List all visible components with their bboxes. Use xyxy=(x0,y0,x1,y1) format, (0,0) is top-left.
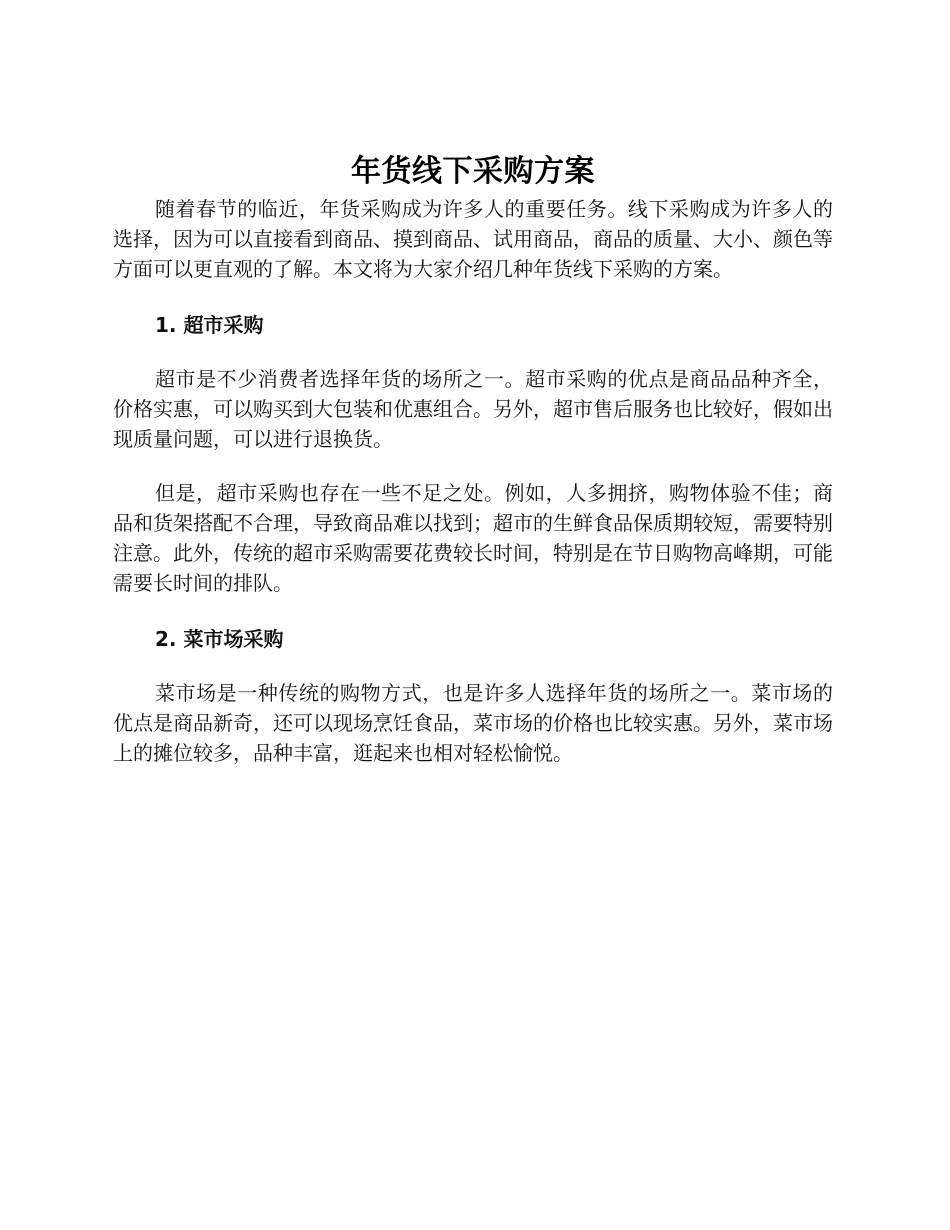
intro-paragraph: 随着春节的临近，年货采购成为许多人的重要任务。线下采购成为许多人的选择，因为可以直接看到商品、摸到商品、试用商品，商品的质量、大小、颜色等方面可以更直观的了解。本文将为大家介绍几种年货线下采购的方案。 xyxy=(113,197,833,281)
document-body xyxy=(113,150,833,768)
section-paragraph: 但是，超市采购也存在一些不足之处。例如，人多拥挤，购物体验不佳；商品和货架搭配不合理，导致商品难以找到；超市的生鲜食品保质期较短，需要特别注意。此外，传统的超市采购需要花费较长时间，特别是在节日购物高峰期，可能需要长时间的排队。 xyxy=(113,481,833,595)
section-heading-supermarket: 1. 超市采购 xyxy=(155,313,264,337)
section-paragraph: 超市是不少消费者选择年货的场所之一。超市采购的优点是商品品种齐全，价格实惠，可以购买到大包装和优惠组合。另外，超市售后服务也比较好，假如出现质量问题，可以进行退换货。 xyxy=(113,367,833,451)
section-paragraph: 菜市场是一种传统的购物方式，也是许多人选择年货的场所之一。菜市场的优点是商品新奇，还可以现场烹饪食品，菜市场的价格也比较实惠。另外，菜市场上的摊位较多，品种丰富，逛起来也相对轻松愉悦。 xyxy=(113,681,833,765)
section-heading-vegetable-market: 2. 菜市场采购 xyxy=(155,627,284,651)
spacer xyxy=(113,284,833,310)
spacer xyxy=(113,598,833,624)
spacer xyxy=(113,654,833,678)
spacer xyxy=(113,340,833,364)
document-title: 年货线下采购方案 xyxy=(351,154,595,189)
spacer xyxy=(113,454,833,478)
